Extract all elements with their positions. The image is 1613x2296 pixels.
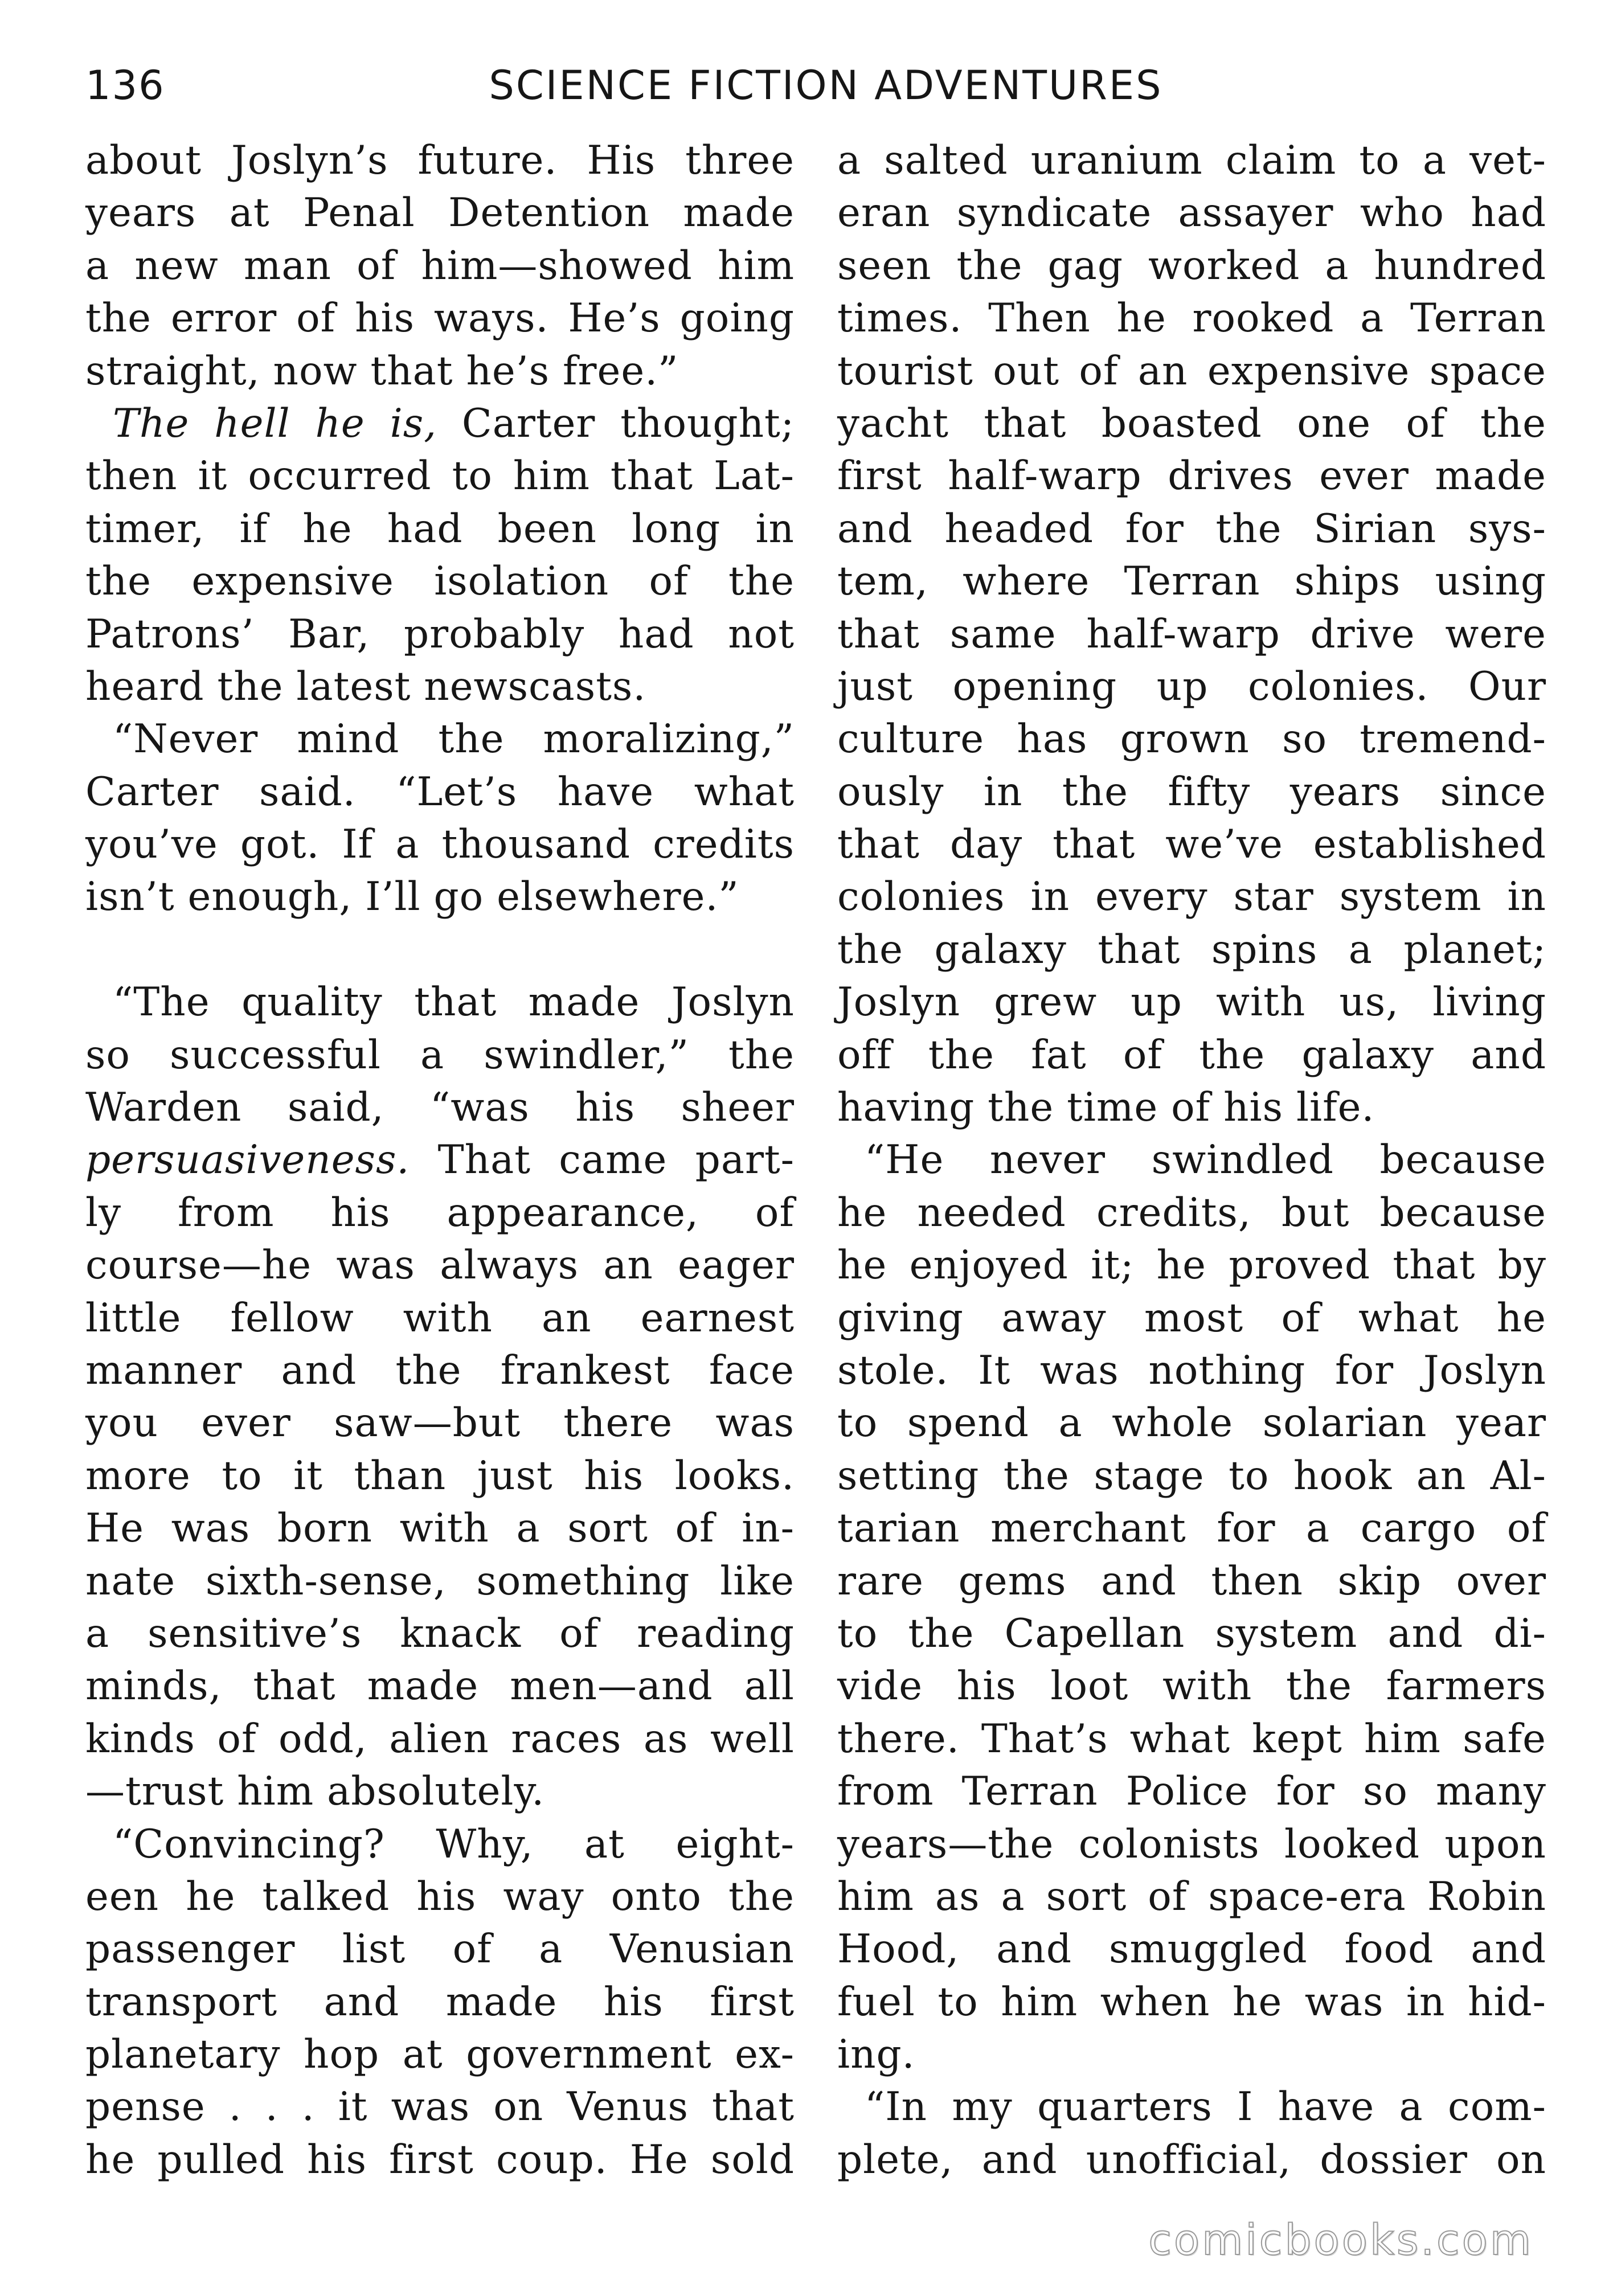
text-line (85, 1871, 795, 1923)
text-line (837, 713, 1546, 765)
left-text-column (85, 134, 795, 2186)
text-line (85, 397, 795, 450)
text-line (85, 345, 795, 397)
text-line (85, 818, 795, 871)
text-line (837, 818, 1546, 871)
text-line (837, 1450, 1546, 1502)
line-text: a salted uranium claim to a vet- (837, 138, 1546, 183)
line-text: Patrons’ Bar, probably had not (85, 611, 795, 657)
text-line (85, 1187, 795, 1239)
text-line (85, 976, 795, 1028)
line-text: ly from his appearance, of (85, 1190, 795, 1236)
text-line (85, 2081, 795, 2133)
text-line (837, 1081, 1546, 1134)
line-text: manner and the frankest face (85, 1347, 795, 1393)
text-line (837, 450, 1546, 502)
line-text: years at Penal Detention made (85, 190, 795, 236)
text-line (85, 1292, 795, 1344)
page-header (85, 57, 1521, 114)
line-text: tourist out of an expensive space (837, 348, 1546, 394)
line-text: about Joslyn’s future. His three (85, 138, 795, 183)
text-line (837, 1976, 1546, 2028)
line-text: een he talked his way onto the (85, 1873, 795, 1920)
line-text: Carter said. “Let’s have what (85, 769, 795, 815)
text-line (837, 397, 1546, 450)
text-line (85, 1502, 795, 1555)
line-text: just opening up colonies. Our (837, 663, 1546, 710)
line-text: kinds of odd, alien races as well (85, 1716, 795, 1762)
line-text: —trust him absolutely. (85, 1769, 545, 1815)
text-line (85, 240, 795, 292)
text-line (85, 134, 795, 187)
line-text: Joslyn grew up with us, living (837, 979, 1546, 1026)
text-line (85, 1239, 795, 1292)
text-line (837, 2134, 1546, 2186)
text-line (837, 1660, 1546, 1712)
line-text: fuel to him when he was in hid- (837, 1979, 1546, 2025)
text-line (837, 1292, 1546, 1344)
line-text: that same half-warp drive were (837, 611, 1546, 657)
text-line (85, 766, 795, 818)
text-line (85, 292, 795, 345)
line-text: vide his loot with the farmers (837, 1663, 1546, 1709)
text-line (85, 1713, 795, 1765)
text-line (837, 1818, 1546, 1871)
text-line (837, 1871, 1546, 1923)
line-text: there. That’s what kept him safe (837, 1716, 1546, 1762)
line-text: and headed for the Sirian sys- (837, 506, 1546, 552)
line-text: seen the gag worked a hundred (837, 243, 1546, 289)
text-line (837, 1134, 1546, 1186)
line-text: passenger list of a Venusian (85, 1926, 795, 1973)
line-text: to spend a whole solarian year (837, 1400, 1546, 1446)
line-text: having the time of his life. (837, 1085, 1375, 1131)
text-line (837, 555, 1546, 608)
line-text: from Terran Police for so many (837, 1769, 1546, 1815)
text-line (85, 187, 795, 239)
line-text: ing. (837, 2032, 915, 2078)
line-text: he enjoyed it; he proved that by (837, 1243, 1546, 1289)
line-text: eran syndicate assayer who had (837, 190, 1546, 236)
line-text: tem, where Terran ships using (837, 559, 1546, 605)
line-text: colonies in every star system in (837, 874, 1546, 920)
text-line (85, 503, 795, 555)
line-text: the error of his ways. He’s going (85, 296, 795, 342)
text-line (837, 1239, 1546, 1292)
text-line (837, 134, 1546, 187)
text-line (837, 503, 1546, 555)
text-line (85, 1555, 795, 1608)
text-line (85, 1818, 795, 1871)
paragraph-gap (85, 924, 795, 976)
text-line (85, 1029, 795, 1081)
line-text: Hood, and smuggled food and (837, 1926, 1546, 1973)
text-line (85, 661, 795, 713)
line-text: a sensitive’s knack of reading (85, 1610, 795, 1657)
line-text: years—the colonists looked upon (837, 1821, 1546, 1867)
text-line (837, 871, 1546, 923)
text-line (85, 1976, 795, 2028)
line-text: yacht that boasted one of the (837, 400, 1546, 446)
line-text: then it occurred to him that Lat- (85, 453, 795, 499)
line-text: setting the stage to hook an Al- (837, 1453, 1546, 1499)
text-line (837, 766, 1546, 818)
line-text: you ever saw—but there was (85, 1400, 795, 1446)
text-line (85, 1397, 795, 1449)
line-text: rare gems and then skip over (837, 1558, 1546, 1604)
italic-text: The hell he is, (113, 400, 437, 446)
text-line (837, 2081, 1546, 2133)
line-text: culture has grown so tremend- (837, 716, 1546, 762)
line-text: Carter thought; (437, 400, 795, 446)
text-line (85, 1134, 795, 1186)
line-text: “Convincing? Why, at eight- (113, 1821, 795, 1867)
line-text: tarian merchant for a cargo of (837, 1506, 1546, 1552)
line-text: to the Capellan system and di- (837, 1610, 1546, 1657)
line-text: a new man of him—showed him (85, 243, 795, 289)
line-text: so successful a swindler,” the (85, 1032, 795, 1078)
line-text: “In my quarters I have a com- (865, 2084, 1546, 2130)
line-text: stole. It was nothing for Joslyn (837, 1347, 1546, 1393)
line-text: planetary hop at government ex- (85, 2032, 795, 2078)
line-text: he needed credits, but because (837, 1190, 1546, 1236)
text-line (837, 1713, 1546, 1765)
text-line (837, 1555, 1546, 1608)
line-text: “The quality that made Joslyn (113, 979, 795, 1026)
line-text: little fellow with an earnest (85, 1295, 795, 1341)
text-line (837, 1397, 1546, 1449)
text-line (85, 713, 795, 765)
line-text: Warden said, “was his sheer (85, 1085, 795, 1131)
line-text: more to it than just his looks. (85, 1453, 795, 1499)
text-line (837, 345, 1546, 397)
text-line (85, 1344, 795, 1397)
line-text: pense . . . it was on Venus that (85, 2084, 795, 2130)
text-line (837, 1923, 1546, 1975)
text-line (837, 292, 1546, 345)
line-text: he pulled his first coup. He sold (85, 2137, 795, 2183)
text-line (85, 608, 795, 661)
line-text: course—he was always an eager (85, 1243, 795, 1289)
line-text: the expensive isolation of the (85, 559, 795, 605)
line-text: isn’t enough, I’ll go elsewhere.” (85, 874, 739, 920)
line-text: ously in the fifty years since (837, 769, 1546, 815)
line-text: “He never swindled because (865, 1137, 1546, 1183)
line-text: straight, now that he’s free.” (85, 348, 679, 394)
text-line (837, 1187, 1546, 1239)
text-line (837, 924, 1546, 976)
line-text: first half-warp drives ever made (837, 453, 1546, 499)
watermark: comicbooks.com (1148, 2216, 1533, 2265)
text-line (837, 608, 1546, 661)
text-line (85, 1608, 795, 1660)
text-line (837, 1502, 1546, 1555)
line-text: transport and made his first (85, 1979, 795, 2025)
text-line (85, 1765, 795, 1818)
text-line (837, 187, 1546, 239)
text-line (837, 661, 1546, 713)
line-text: timer, if he had been long in (85, 506, 795, 552)
text-line (837, 1344, 1546, 1397)
line-text: you’ve got. If a thousand credits (85, 822, 795, 868)
text-line (837, 1608, 1546, 1660)
line-text: off the fat of the galaxy and (837, 1032, 1546, 1078)
line-text: plete, and unofficial, dossier on (837, 2137, 1546, 2183)
line-text: minds, that made men—and all (85, 1663, 795, 1709)
line-text: the galaxy that spins a planet; (837, 926, 1546, 973)
text-line (85, 1923, 795, 1975)
page-number: 136 (85, 62, 165, 109)
text-line (837, 2028, 1546, 2081)
line-text: him as a sort of space-era Robin (837, 1873, 1546, 1920)
right-text-column (837, 134, 1546, 2186)
text-line (85, 2028, 795, 2081)
line-text: heard the latest newscasts. (85, 663, 646, 710)
text-line (85, 1081, 795, 1134)
text-line (837, 240, 1546, 292)
line-text: “Never mind the moralizing,” (113, 716, 795, 762)
line-text: That came part- (410, 1137, 795, 1183)
running-title: SCIENCE FICTION ADVENTURES (489, 62, 1163, 109)
text-line (85, 2134, 795, 2186)
text-line (837, 1029, 1546, 1081)
line-text: that day that we’ve established (837, 822, 1546, 868)
line-text: nate sixth-sense, something like (85, 1558, 795, 1604)
line-text: times. Then he rooked a Terran (837, 296, 1546, 342)
italic-text: persuasiveness. (85, 1137, 410, 1183)
text-line (85, 1660, 795, 1712)
text-line (85, 555, 795, 608)
text-line (837, 1765, 1546, 1818)
line-text: He was born with a sort of in- (85, 1506, 795, 1552)
text-line (85, 871, 795, 923)
text-line (85, 450, 795, 502)
line-text: giving away most of what he (837, 1295, 1546, 1341)
text-line (837, 976, 1546, 1028)
text-line (85, 1450, 795, 1502)
